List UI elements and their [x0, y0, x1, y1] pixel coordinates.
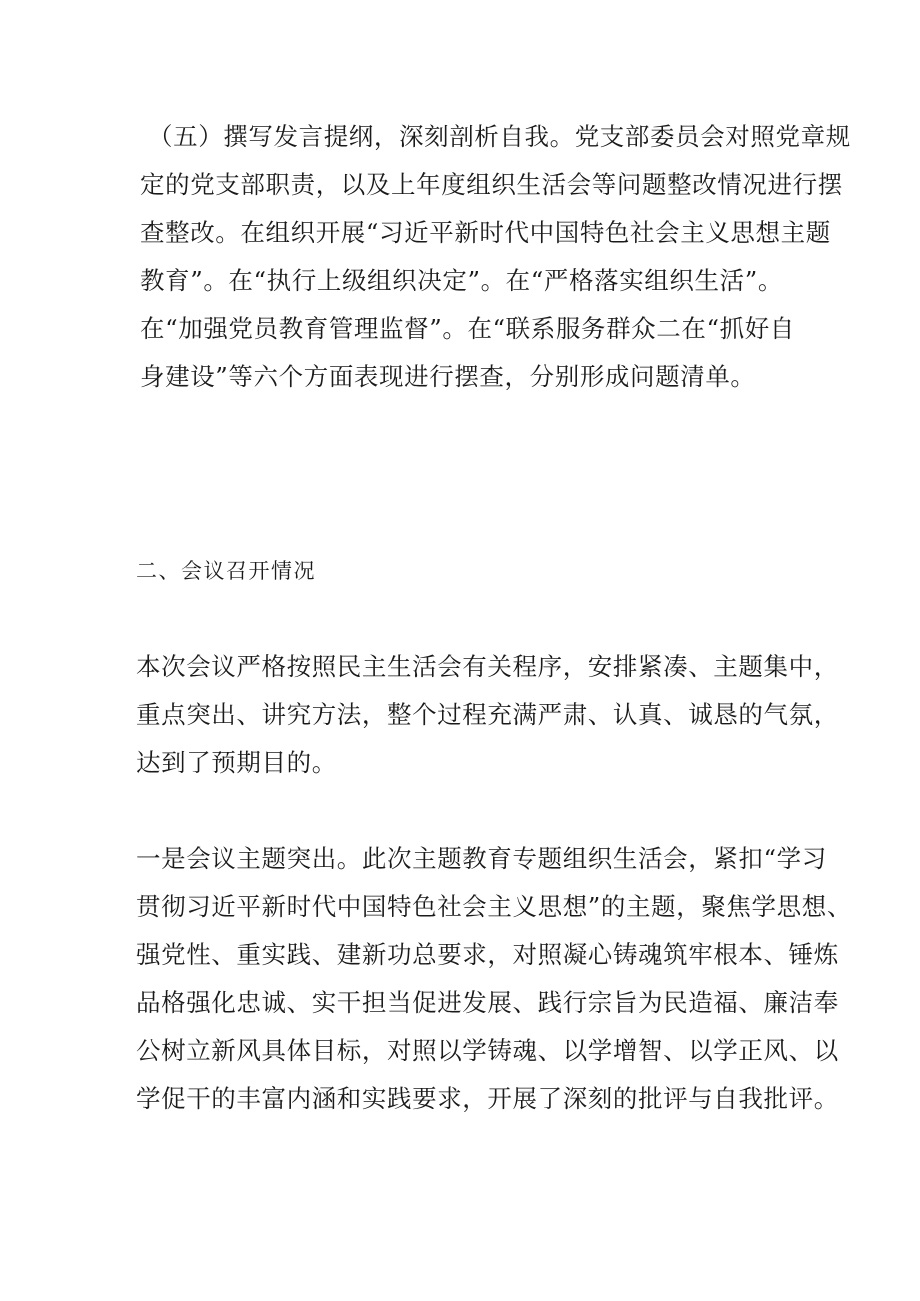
text-line: 一是会议主题突出。此次主题教育专题组织生活会，紧扣“学习 — [136, 844, 827, 873]
text-line: 定的党支部职责，以及上年度组织生活会等问题整改情况进行摆 — [140, 170, 843, 199]
text-line: 在“加强党员教育管理监督”。在“联系服务群众二在“抓好自 — [140, 314, 795, 343]
text-line: 教育”。在“执行上级组织决定”。在“严格落实组织生活”。 — [140, 266, 783, 295]
text-line: 达到了预期目的。 — [136, 748, 337, 777]
text-line: 查整改。在组织开展“习近平新时代中国特色社会主义思想主题 — [140, 218, 831, 247]
text-line: 本次会议严格按照民主生活会有关程序，安排紧凑、主题集中， — [136, 652, 839, 681]
text-line: 公树立新风具体目标，对照以学铸魂、以学增智、以学正风、以 — [136, 1036, 839, 1065]
text-line: 贯彻习近平新时代中国特色社会主义思想”的主题，聚焦学思想、 — [136, 892, 852, 921]
text-line: （五）撰写发言提纲，深刻剖析自我。党支部委员会对照党章规 — [148, 122, 851, 151]
section-heading: 二、会议召开情况 — [136, 559, 316, 583]
text-line: 身建设”等六个方面表现进行摆查，分别形成问题清单。 — [140, 362, 756, 391]
text-line: 重点突出、讲究方法，整个过程充满严肃、认真、诚恳的气氛， — [136, 700, 839, 729]
text-line: 品格强化忠诚、实干担当促进发展、践行宗旨为民造福、廉洁奉 — [136, 988, 839, 1017]
text-line: 强党性、重实践、建新功总要求，对照凝心铸魂筑牢根本、锤炼 — [136, 940, 839, 969]
text-line: 学促干的丰富内涵和实践要求，开展了深刻的批评与自我批评。 — [136, 1084, 839, 1113]
